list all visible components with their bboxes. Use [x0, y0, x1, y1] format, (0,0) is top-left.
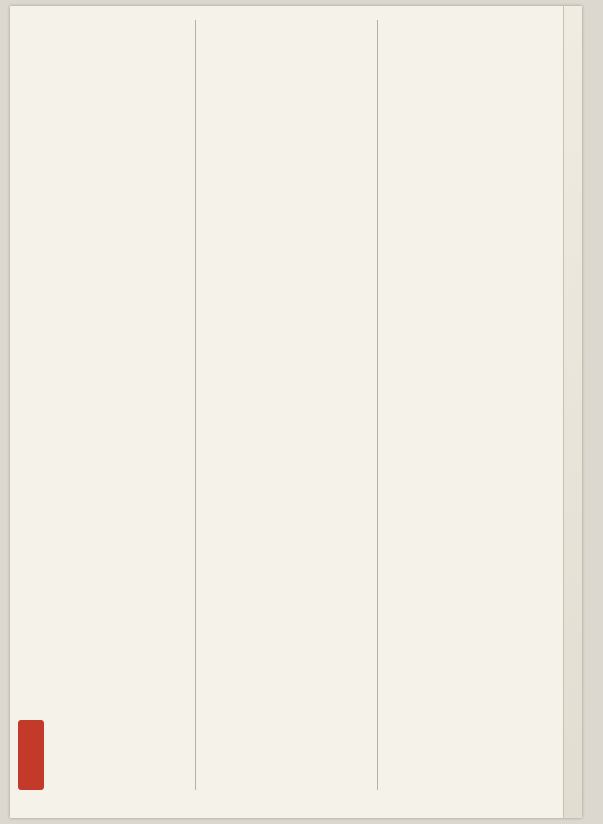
column-divider — [377, 20, 378, 790]
paragraph — [382, 20, 554, 62]
reference-item — [22, 492, 190, 503]
side-strip — [563, 6, 582, 818]
reference-item — [22, 366, 190, 377]
reference-item — [22, 534, 190, 545]
column-divider — [195, 20, 196, 790]
paragraph — [200, 544, 372, 586]
column-left — [22, 20, 190, 790]
section-heading — [382, 68, 554, 84]
column-right — [382, 20, 554, 790]
paragraph — [382, 386, 554, 442]
paragraph — [200, 214, 372, 256]
paragraph — [382, 214, 554, 270]
magazine-logo — [18, 720, 44, 790]
paragraph — [382, 152, 554, 208]
page-number — [24, 796, 64, 810]
reference-item — [22, 338, 190, 349]
paragraph — [382, 276, 554, 332]
paragraph — [200, 592, 372, 648]
references-list — [22, 338, 190, 545]
reference-item — [22, 352, 190, 363]
paragraph — [382, 572, 554, 628]
paragraph — [200, 152, 372, 208]
reference-item — [22, 394, 190, 405]
paragraph — [200, 764, 372, 790]
paragraph — [200, 482, 372, 538]
column-middle — [200, 20, 372, 790]
paragraph — [200, 420, 372, 476]
paragraph — [200, 716, 372, 758]
magazine-page — [10, 6, 582, 818]
reference-item — [22, 436, 190, 447]
paragraph — [200, 310, 372, 352]
paragraph — [382, 90, 554, 146]
reference-item — [22, 506, 190, 517]
article-title — [200, 20, 372, 84]
paragraph — [382, 696, 554, 752]
references-heading — [22, 316, 190, 332]
paragraph — [382, 338, 554, 380]
paragraph — [200, 262, 372, 304]
paragraph — [22, 144, 190, 200]
reference-item — [22, 408, 190, 419]
reference-item — [22, 520, 190, 531]
paragraph — [22, 206, 190, 248]
paragraph — [22, 82, 190, 138]
reference-item — [22, 464, 190, 475]
reference-item — [22, 380, 190, 391]
paragraph — [382, 510, 554, 566]
reference-item — [22, 450, 190, 461]
paragraph — [22, 254, 190, 310]
paragraph — [200, 90, 372, 146]
paragraph — [22, 20, 190, 76]
paragraph — [382, 448, 554, 504]
reference-item — [22, 478, 190, 489]
paragraph — [200, 654, 372, 710]
paragraph — [200, 358, 372, 414]
reference-item — [22, 422, 190, 433]
paragraph — [382, 634, 554, 690]
